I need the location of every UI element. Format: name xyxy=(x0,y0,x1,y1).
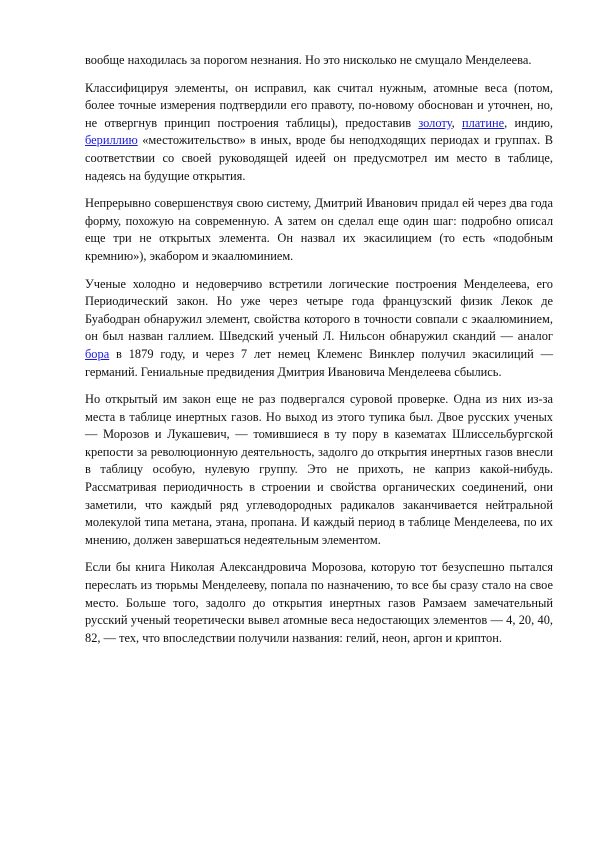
paragraph-2-text-2: , xyxy=(451,115,462,130)
paragraph-5: Но открытый им закон еще не раз подвергался суровой проверке. Одна из них из-за места в таблице инертных газов. Но выход из этого тупика был. Двое русских ученых — Морозов и Лукашевич, — томившиеся в ту пору в казематах Шлиссельбургской крепости за революционную деятельность, задолго до открытия инертных газов внесли в таблицу особую, нулевую группу. Это не прихоть, не каприз какой-нибудь. Рассматривая периодичность в строении и свойства органических соединений, они заметили, что каждый ряд углеводородных радикалов заканчивается нейтральной молекулой типа метана, этана, пропана. И каждый период в таблице Менделеева, по их мнению, должен завершаться недеятельным элементом. xyxy=(85,392,553,547)
link-beryllium[interactable]: бериллию xyxy=(85,133,138,148)
paragraph-4-text-2: в 1879 году, и через 7 лет немец Клеменс Винклер получил экасилиций — германий. Гениальные предвидения Дмитрия Ивановича Менделеева сбылись. xyxy=(85,346,553,379)
document-page xyxy=(85,52,553,657)
paragraph-4 xyxy=(85,276,553,382)
paragraph-2-text-3: , индию, xyxy=(504,115,553,130)
paragraph-3: Непрерывно совершенствуя свою систему, Дмитрий Иванович придал ей через два года форму, похожую на современную. А затем он сделал еще один шаг: подробно описал еще три не открытых элемента. Он назвал их экасилицием (то есть «подобным кремнию»), экабором и экаалюминием. xyxy=(85,196,553,263)
link-boron[interactable]: бора xyxy=(85,346,110,361)
paragraph-1: вообще находилась за порогом незнания. Но это нисколько не смущало Менделеева. xyxy=(85,53,532,67)
link-gold[interactable]: золоту xyxy=(418,115,452,130)
paragraph-4-text-1: Ученые холодно и недоверчиво встретили логические построения Менделеева, его Периодический закон. Но уже через четыре года французский физик Лекок де Буабодран обнаружил элемент, свойства которого в точности совпали с экаалюминием, он был назван галлием. Шведский ученый Л. Нильсон обнаружил скандий — аналог xyxy=(85,276,553,344)
paragraph-2-text-4: «местожительство» в иных, вроде бы неподходящих периодах и группах. В соответствии со своей руководящей идеей он предусмотрел им место в таблице, надеясь на будущие открытия. xyxy=(85,133,553,183)
paragraph-6: Если бы книга Николая Александровича Морозова, которую тот безуспешно пытался переслать из тюрьмы Менделееву, попала по назначению, то все бы сразу стало на свое место. Больше того, задолго до открытия инертных газов Рамзаем замечательный русский ученый теоретически вывел атомные веса недостающих элементов — 4, 20, 40, 82, — тех, что впоследствии получили названия: гелий, неон, аргон и криптон. xyxy=(85,560,553,645)
paragraph-2 xyxy=(85,80,553,186)
paragraph-2-text-1: Классифицируя элементы, он исправил, как считал нужным, атомные веса (потом, более точные измерения подтвердили его правоту, по-новому обоснован и уточнен, но, не отвергнув принцип построения таблицы), предоставив xyxy=(85,80,553,130)
link-platinum[interactable]: платине xyxy=(461,115,505,130)
